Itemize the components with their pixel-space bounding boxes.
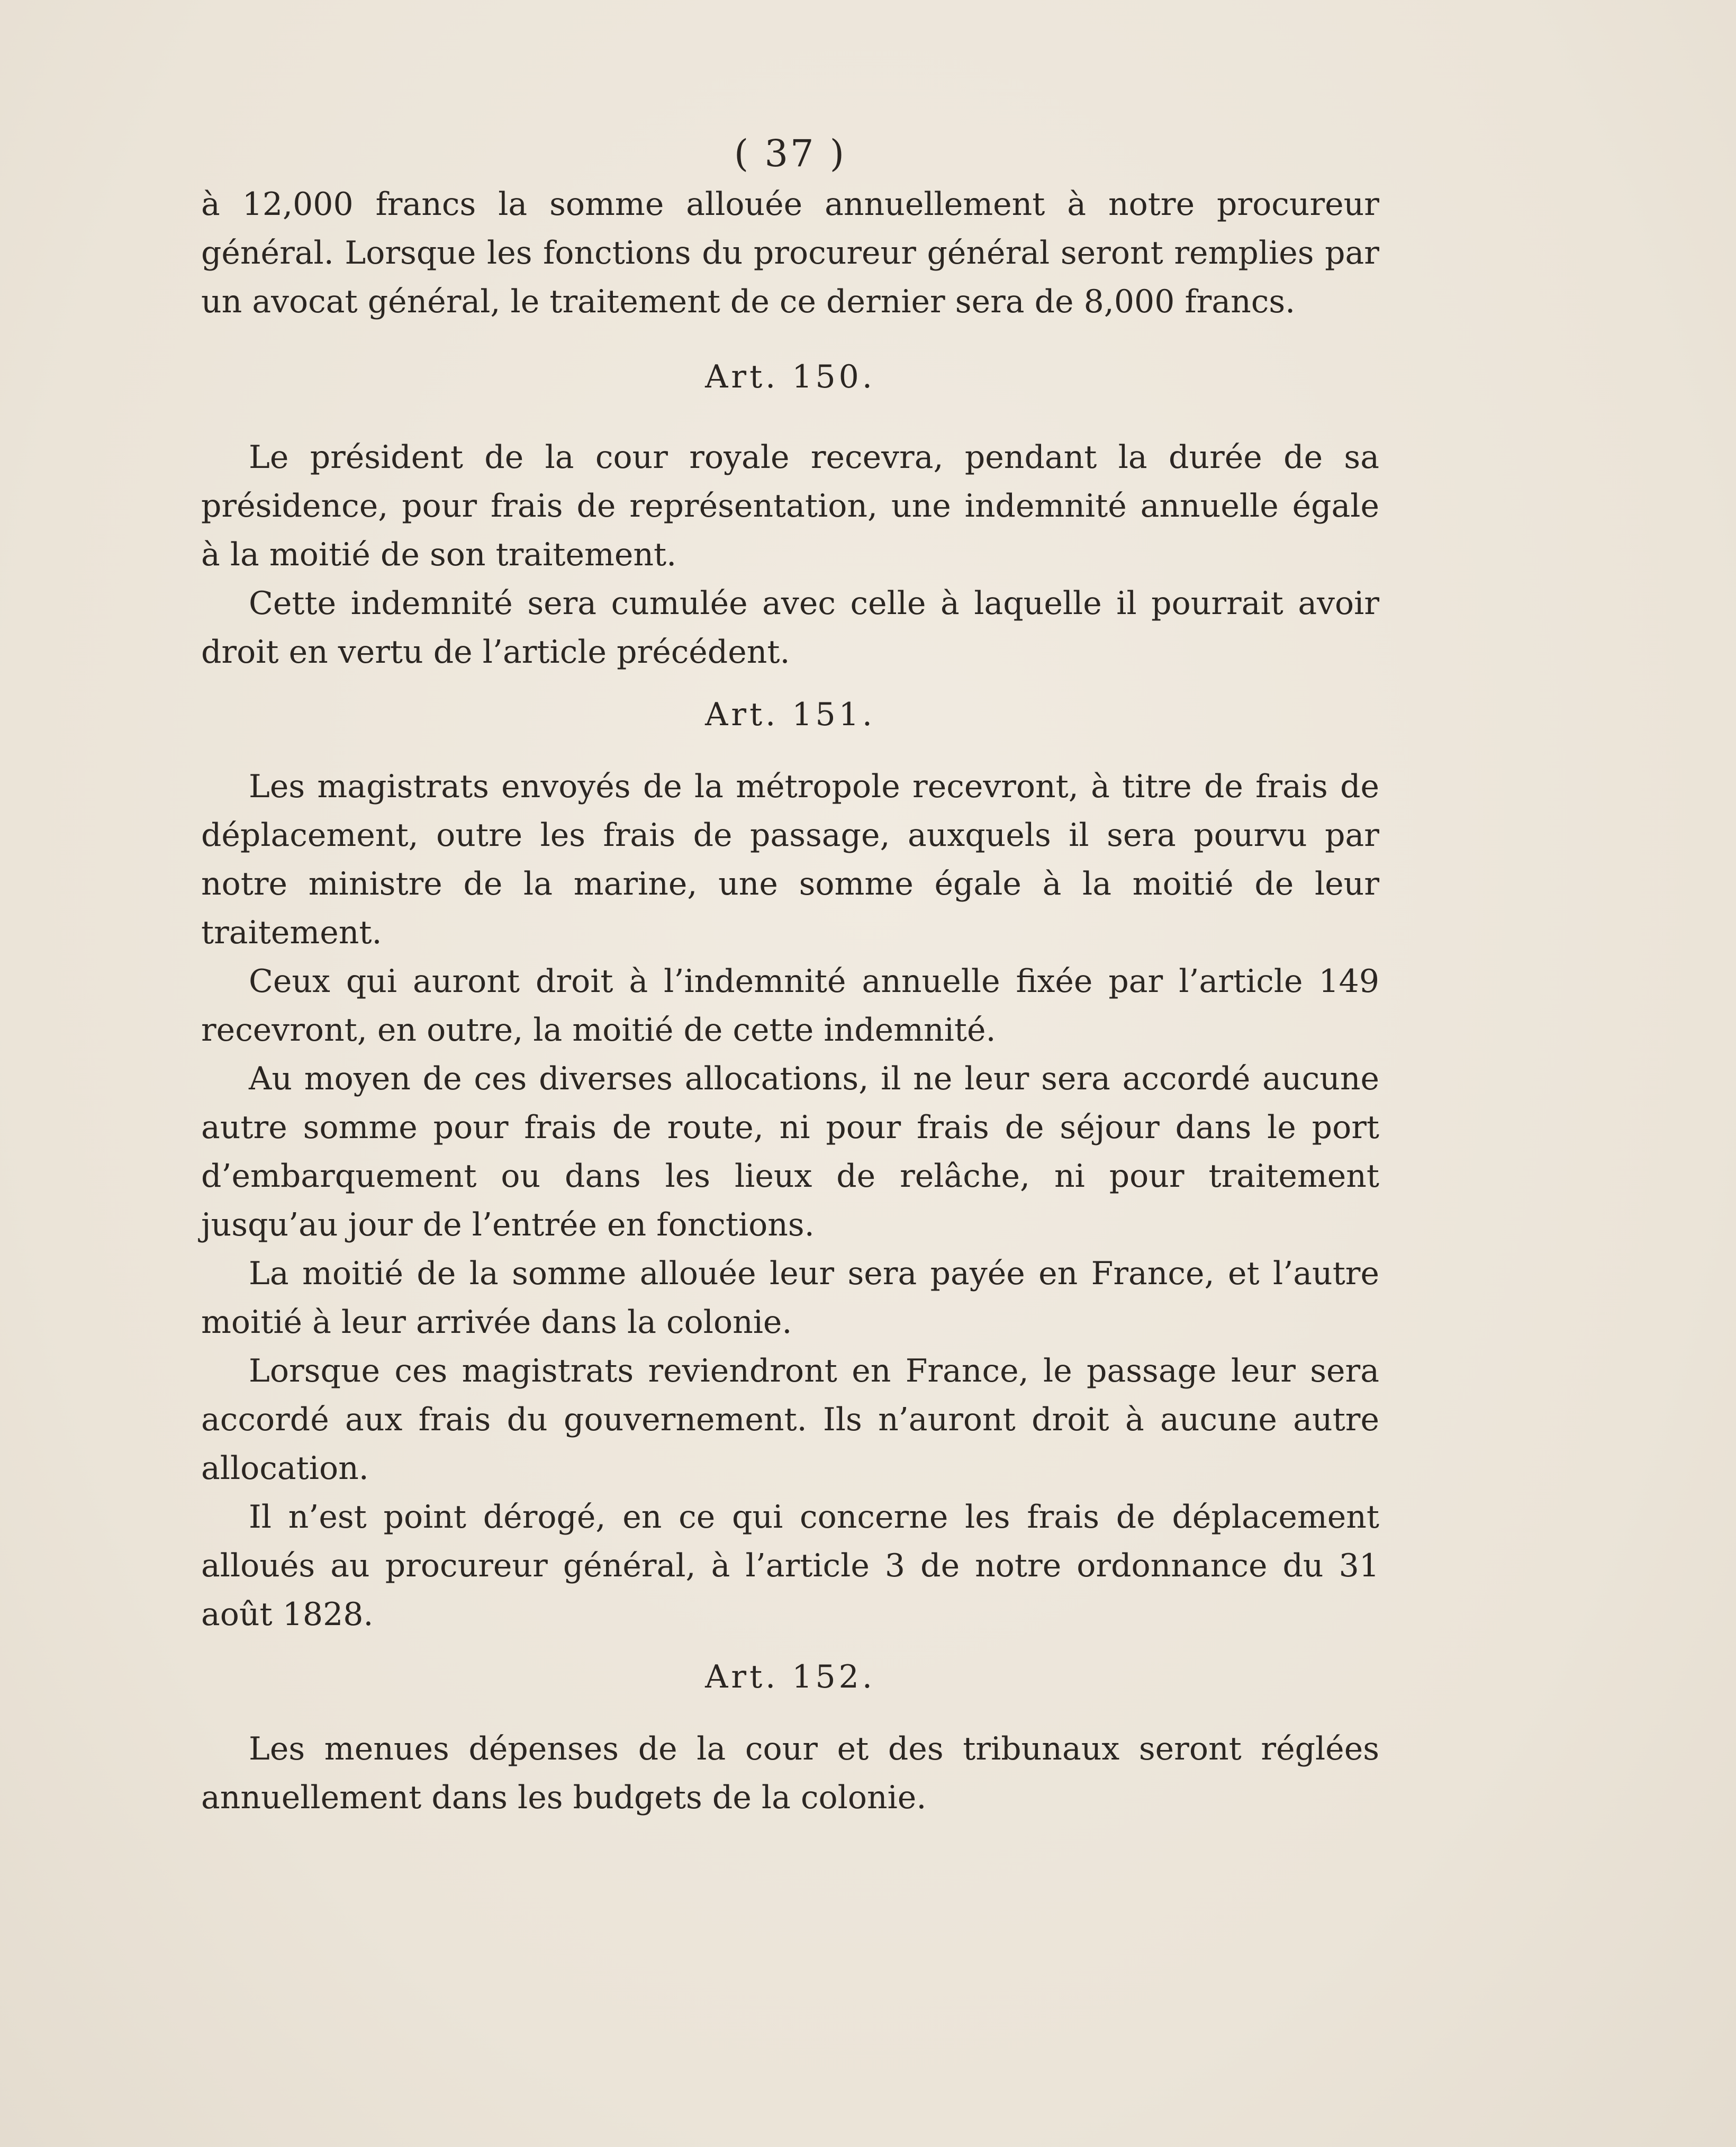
- article-heading-151: Art. 151.: [705, 696, 875, 733]
- paragraph-annual-indemnity-149: Ceux qui auront droit à l’indemnité annuelle fixée par l’article 149 recevront, en outre, la moitié de cette indemnité.: [201, 963, 1379, 1049]
- article-heading-152: Art. 152.: [705, 1658, 875, 1695]
- article-heading-150: Art. 150.: [705, 358, 875, 395]
- paragraph-travel-costs: Les magistrats envoyés de la métropole recevront, à titre de frais de déplacement, outre les frais de passage, auxquels il sera pourvu par notre ministre de la marine, une somme égale à la moitié de leur traitement.: [201, 768, 1379, 951]
- paragraph-continuation: à 12,000 francs la somme allouée annuellement à notre procureur général. Lorsque les fonctions du procureur général seront remplies par un avocat général, le traitement de ce dernier sera de 8,000 francs.: [201, 186, 1379, 320]
- paragraph-payment-halves: La moitié de la somme allouée leur sera payée en France, et l’autre moitié à leur arrivée dans la colonie.: [201, 1255, 1379, 1341]
- paragraph-no-other-sum: Au moyen de ces diverses allocations, il ne leur sera accordé aucune autre somme pour frais de route, ni pour frais de séjour dans le port d’embarquement ou dans les lieux de relâche, ni pour traitement jusqu’au jour de l’entrée en fonctions.: [201, 1060, 1379, 1243]
- paragraph-return-passage: Lorsque ces magistrats reviendront en France, le passage leur sera accordé aux frais du gouvernement. Ils n’auront droit à aucune autre allocation.: [201, 1352, 1379, 1487]
- page-number: ( 37 ): [734, 132, 847, 175]
- paragraph-minor-expenses: Les menues dépenses de la cour et des tribunaux seront réglées annuellement dans les budgets de la colonie.: [201, 1730, 1379, 1816]
- paragraph-president-indemnity: Le président de la cour royale recevra, pendant la durée de sa présidence, pour frais de représentation, une indemnité annuelle égale à la moitié de son traitement.: [201, 439, 1379, 573]
- paragraph-no-derogation: Il n’est point dérogé, en ce qui concerne les frais de déplacement alloués au procureur général, à l’article 3 de notre ordonnance du 31 août 1828.: [201, 1499, 1379, 1633]
- document-body: [201, 132, 1379, 1822]
- paragraph-cumulated-indemnity: Cette indemnité sera cumulée avec celle à laquelle il pourrait avoir droit en vertu de l’article précédent.: [201, 585, 1379, 671]
